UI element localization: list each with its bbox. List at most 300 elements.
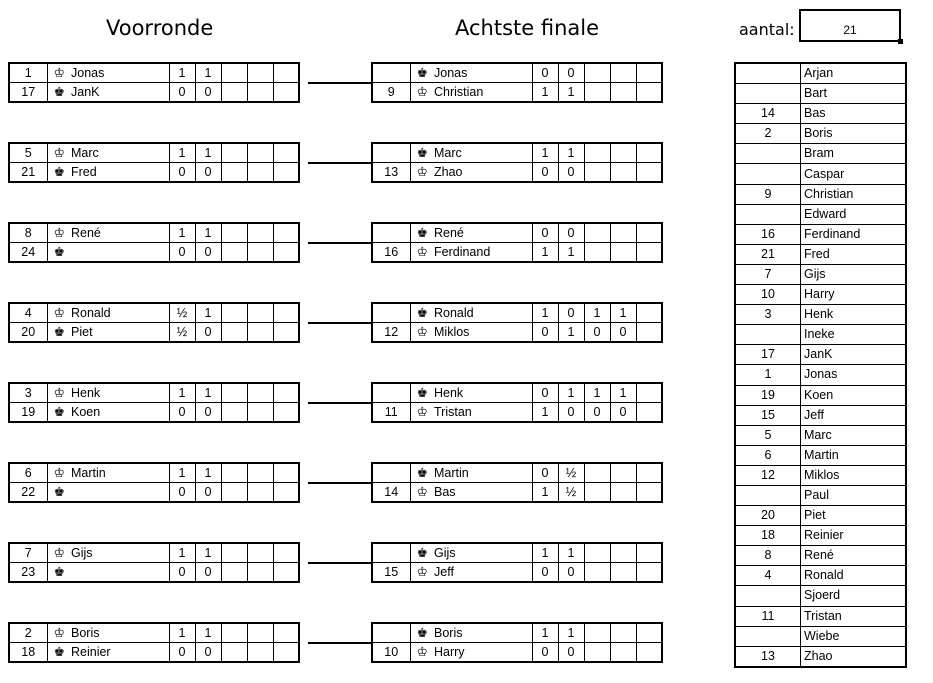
piece-cell[interactable]: [410, 83, 434, 103]
piece-cell[interactable]: [410, 623, 434, 643]
score-cell[interactable]: [610, 483, 636, 503]
piece-cell[interactable]: [47, 383, 71, 403]
score-cell[interactable]: 1: [532, 403, 558, 423]
score-cell[interactable]: ½: [169, 323, 195, 343]
score-cell[interactable]: [221, 383, 247, 403]
score-cell[interactable]: [221, 63, 247, 83]
score-cell[interactable]: [273, 323, 299, 343]
player-name-cell[interactable]: René: [801, 546, 907, 566]
score-cell[interactable]: [610, 63, 636, 83]
score-cell[interactable]: 1: [169, 383, 195, 403]
player-name-cell[interactable]: Gijs: [434, 543, 532, 563]
seed-cell[interactable]: 15: [372, 563, 410, 583]
player-name-cell[interactable]: [71, 563, 169, 583]
player-name-cell[interactable]: Fred: [71, 163, 169, 183]
player-name-cell[interactable]: Christian: [801, 184, 907, 204]
score-cell[interactable]: [221, 303, 247, 323]
piece-cell[interactable]: [410, 163, 434, 183]
score-cell[interactable]: [636, 83, 662, 103]
score-cell[interactable]: 1: [169, 223, 195, 243]
score-cell[interactable]: [610, 623, 636, 643]
score-cell[interactable]: [636, 243, 662, 263]
score-cell[interactable]: [273, 383, 299, 403]
score-cell[interactable]: 0: [610, 323, 636, 343]
score-cell[interactable]: 0: [195, 243, 221, 263]
score-cell[interactable]: [273, 483, 299, 503]
player-name-cell[interactable]: Harry: [801, 285, 907, 305]
score-cell[interactable]: 0: [558, 403, 584, 423]
score-cell[interactable]: [273, 543, 299, 563]
score-cell[interactable]: [221, 323, 247, 343]
score-cell[interactable]: 1: [558, 543, 584, 563]
score-cell[interactable]: [636, 323, 662, 343]
score-cell[interactable]: [636, 63, 662, 83]
player-seed-cell[interactable]: 20: [735, 506, 801, 526]
score-cell[interactable]: [273, 303, 299, 323]
score-cell[interactable]: 0: [532, 63, 558, 83]
player-name-cell[interactable]: Gijs: [801, 264, 907, 284]
score-cell[interactable]: 1: [558, 243, 584, 263]
score-cell[interactable]: [273, 403, 299, 423]
score-cell[interactable]: 0: [558, 223, 584, 243]
player-name-cell[interactable]: Sjoerd: [801, 586, 907, 606]
player-name-cell[interactable]: Koen: [801, 385, 907, 405]
player-seed-cell[interactable]: 3: [735, 305, 801, 325]
player-seed-cell[interactable]: 5: [735, 425, 801, 445]
score-cell[interactable]: [221, 243, 247, 263]
player-name-cell[interactable]: Bas: [801, 104, 907, 124]
player-name-cell[interactable]: Fred: [801, 244, 907, 264]
score-cell[interactable]: [221, 223, 247, 243]
score-cell[interactable]: 1: [169, 143, 195, 163]
score-cell[interactable]: [221, 623, 247, 643]
player-name-cell[interactable]: Jonas: [434, 63, 532, 83]
player-name-cell[interactable]: Jeff: [801, 405, 907, 425]
score-cell[interactable]: [221, 143, 247, 163]
player-name-cell[interactable]: JanK: [71, 83, 169, 103]
score-cell[interactable]: [636, 643, 662, 663]
score-cell[interactable]: [247, 63, 273, 83]
player-name-cell[interactable]: Zhao: [434, 163, 532, 183]
piece-cell[interactable]: [410, 543, 434, 563]
piece-cell[interactable]: [47, 163, 71, 183]
player-name-cell[interactable]: Arjan: [801, 63, 907, 84]
score-cell[interactable]: 0: [195, 83, 221, 103]
score-cell[interactable]: 1: [610, 383, 636, 403]
score-cell[interactable]: 1: [532, 303, 558, 323]
player-name-cell[interactable]: Martin: [71, 463, 169, 483]
score-cell[interactable]: 0: [195, 483, 221, 503]
piece-cell[interactable]: [47, 83, 71, 103]
score-cell[interactable]: 0: [532, 643, 558, 663]
score-cell[interactable]: [584, 463, 610, 483]
score-cell[interactable]: 0: [169, 483, 195, 503]
player-seed-cell[interactable]: 7: [735, 264, 801, 284]
player-seed-cell[interactable]: 12: [735, 465, 801, 485]
player-name-cell[interactable]: Ineke: [801, 325, 907, 345]
seed-cell[interactable]: 17: [9, 83, 47, 103]
score-cell[interactable]: 1: [169, 543, 195, 563]
player-seed-cell[interactable]: 17: [735, 345, 801, 365]
seed-cell[interactable]: 21: [9, 163, 47, 183]
score-cell[interactable]: [584, 563, 610, 583]
score-cell[interactable]: [273, 563, 299, 583]
score-cell[interactable]: ½: [169, 303, 195, 323]
score-cell[interactable]: ½: [558, 483, 584, 503]
player-seed-cell[interactable]: 21: [735, 244, 801, 264]
player-name-cell[interactable]: Henk: [801, 305, 907, 325]
score-cell[interactable]: 1: [169, 63, 195, 83]
player-seed-cell[interactable]: [735, 626, 801, 646]
score-cell[interactable]: 1: [532, 243, 558, 263]
player-name-cell[interactable]: Reinier: [801, 526, 907, 546]
score-cell[interactable]: [273, 83, 299, 103]
seed-cell[interactable]: 7: [9, 543, 47, 563]
piece-cell[interactable]: [410, 643, 434, 663]
player-name-cell[interactable]: Gijs: [71, 543, 169, 563]
score-cell[interactable]: 1: [558, 143, 584, 163]
score-cell[interactable]: [610, 83, 636, 103]
score-cell[interactable]: [636, 543, 662, 563]
player-name-cell[interactable]: Marc: [801, 425, 907, 445]
seed-cell[interactable]: 18: [9, 643, 47, 663]
score-cell[interactable]: [584, 483, 610, 503]
piece-cell[interactable]: [410, 143, 434, 163]
seed-cell[interactable]: 8: [9, 223, 47, 243]
score-cell[interactable]: [247, 463, 273, 483]
score-cell[interactable]: [221, 483, 247, 503]
player-name-cell[interactable]: Tristan: [801, 606, 907, 626]
score-cell[interactable]: 0: [169, 243, 195, 263]
piece-cell[interactable]: [47, 323, 71, 343]
player-name-cell[interactable]: Koen: [71, 403, 169, 423]
score-cell[interactable]: [221, 403, 247, 423]
player-name-cell[interactable]: Jeff: [434, 563, 532, 583]
fill-handle[interactable]: [898, 39, 903, 44]
score-cell[interactable]: 0: [532, 323, 558, 343]
score-cell[interactable]: [584, 543, 610, 563]
player-name-cell[interactable]: Jonas: [801, 365, 907, 385]
score-cell[interactable]: 0: [558, 163, 584, 183]
seed-cell[interactable]: 20: [9, 323, 47, 343]
score-cell[interactable]: [636, 403, 662, 423]
score-cell[interactable]: 0: [169, 403, 195, 423]
seed-cell[interactable]: [372, 223, 410, 243]
score-cell[interactable]: [584, 63, 610, 83]
player-seed-cell[interactable]: [735, 586, 801, 606]
score-cell[interactable]: [584, 223, 610, 243]
player-name-cell[interactable]: René: [71, 223, 169, 243]
seed-cell[interactable]: 12: [372, 323, 410, 343]
piece-cell[interactable]: [410, 463, 434, 483]
seed-cell[interactable]: [372, 143, 410, 163]
aantal-cell[interactable]: [799, 9, 901, 42]
piece-cell[interactable]: [410, 243, 434, 263]
seed-cell[interactable]: 4: [9, 303, 47, 323]
score-cell[interactable]: [247, 623, 273, 643]
piece-cell[interactable]: [47, 63, 71, 83]
player-seed-cell[interactable]: 13: [735, 646, 801, 667]
player-name-cell[interactable]: Boris: [434, 623, 532, 643]
score-cell[interactable]: [610, 563, 636, 583]
score-cell[interactable]: 1: [558, 383, 584, 403]
score-cell[interactable]: [636, 463, 662, 483]
score-cell[interactable]: 1: [532, 483, 558, 503]
player-seed-cell[interactable]: 19: [735, 385, 801, 405]
score-cell[interactable]: 0: [532, 383, 558, 403]
player-seed-cell[interactable]: [735, 204, 801, 224]
score-cell[interactable]: [636, 303, 662, 323]
player-seed-cell[interactable]: [735, 144, 801, 164]
score-cell[interactable]: 0: [558, 63, 584, 83]
seed-cell[interactable]: 19: [9, 403, 47, 423]
player-name-cell[interactable]: Miklos: [434, 323, 532, 343]
score-cell[interactable]: 1: [558, 623, 584, 643]
player-seed-cell[interactable]: [735, 325, 801, 345]
player-name-cell[interactable]: Martin: [434, 463, 532, 483]
seed-cell[interactable]: 1: [9, 63, 47, 83]
score-cell[interactable]: [273, 463, 299, 483]
score-cell[interactable]: [247, 383, 273, 403]
score-cell[interactable]: [247, 543, 273, 563]
score-cell[interactable]: [247, 563, 273, 583]
player-seed-cell[interactable]: [735, 84, 801, 104]
player-seed-cell[interactable]: 16: [735, 224, 801, 244]
player-name-cell[interactable]: Ronald: [71, 303, 169, 323]
player-name-cell[interactable]: Bart: [801, 84, 907, 104]
score-cell[interactable]: [273, 623, 299, 643]
player-seed-cell[interactable]: 8: [735, 546, 801, 566]
score-cell[interactable]: [610, 143, 636, 163]
score-cell[interactable]: [610, 223, 636, 243]
player-seed-cell[interactable]: [735, 485, 801, 505]
player-seed-cell[interactable]: 14: [735, 104, 801, 124]
piece-cell[interactable]: [410, 323, 434, 343]
score-cell[interactable]: [247, 223, 273, 243]
piece-cell[interactable]: [47, 143, 71, 163]
score-cell[interactable]: [273, 63, 299, 83]
score-cell[interactable]: [610, 463, 636, 483]
player-name-cell[interactable]: [71, 243, 169, 263]
piece-cell[interactable]: [47, 563, 71, 583]
score-cell[interactable]: 1: [195, 303, 221, 323]
player-seed-cell[interactable]: [735, 63, 801, 84]
player-name-cell[interactable]: Ferdinand: [801, 224, 907, 244]
score-cell[interactable]: 0: [169, 563, 195, 583]
score-cell[interactable]: [273, 243, 299, 263]
player-name-cell[interactable]: Henk: [71, 383, 169, 403]
seed-cell[interactable]: [372, 463, 410, 483]
score-cell[interactable]: [610, 643, 636, 663]
score-cell[interactable]: 1: [195, 383, 221, 403]
score-cell[interactable]: [636, 223, 662, 243]
score-cell[interactable]: [610, 243, 636, 263]
piece-cell[interactable]: [47, 643, 71, 663]
piece-cell[interactable]: [47, 403, 71, 423]
score-cell[interactable]: ½: [558, 463, 584, 483]
score-cell[interactable]: [221, 83, 247, 103]
score-cell[interactable]: 1: [584, 383, 610, 403]
player-name-cell[interactable]: JanK: [801, 345, 907, 365]
score-cell[interactable]: 0: [584, 403, 610, 423]
score-cell[interactable]: [273, 163, 299, 183]
seed-cell[interactable]: 16: [372, 243, 410, 263]
score-cell[interactable]: [636, 163, 662, 183]
score-cell[interactable]: 0: [532, 163, 558, 183]
player-name-cell[interactable]: Bas: [434, 483, 532, 503]
player-name-cell[interactable]: Bram: [801, 144, 907, 164]
score-cell[interactable]: 1: [169, 463, 195, 483]
score-cell[interactable]: 0: [169, 643, 195, 663]
score-cell[interactable]: 0: [558, 643, 584, 663]
player-name-cell[interactable]: Henk: [434, 383, 532, 403]
seed-cell[interactable]: 9: [372, 83, 410, 103]
player-name-cell[interactable]: Zhao: [801, 646, 907, 667]
score-cell[interactable]: [247, 143, 273, 163]
score-cell[interactable]: [221, 463, 247, 483]
player-name-cell[interactable]: Jonas: [71, 63, 169, 83]
score-cell[interactable]: 1: [169, 623, 195, 643]
score-cell[interactable]: 0: [532, 463, 558, 483]
player-name-cell[interactable]: Ronald: [434, 303, 532, 323]
score-cell[interactable]: 0: [195, 563, 221, 583]
piece-cell[interactable]: [410, 63, 434, 83]
score-cell[interactable]: [584, 163, 610, 183]
seed-cell[interactable]: 5: [9, 143, 47, 163]
score-cell[interactable]: [221, 643, 247, 663]
score-cell[interactable]: [636, 623, 662, 643]
score-cell[interactable]: 1: [195, 223, 221, 243]
player-name-cell[interactable]: Piet: [801, 506, 907, 526]
score-cell[interactable]: [247, 643, 273, 663]
seed-cell[interactable]: 13: [372, 163, 410, 183]
seed-cell[interactable]: [372, 543, 410, 563]
score-cell[interactable]: [636, 143, 662, 163]
piece-cell[interactable]: [410, 403, 434, 423]
piece-cell[interactable]: [47, 243, 71, 263]
score-cell[interactable]: 0: [532, 223, 558, 243]
seed-cell[interactable]: 3: [9, 383, 47, 403]
player-name-cell[interactable]: Harry: [434, 643, 532, 663]
score-cell[interactable]: 1: [532, 83, 558, 103]
seed-cell[interactable]: 14: [372, 483, 410, 503]
seed-cell[interactable]: 10: [372, 643, 410, 663]
seed-cell[interactable]: [372, 303, 410, 323]
player-name-cell[interactable]: Christian: [434, 83, 532, 103]
score-cell[interactable]: [584, 143, 610, 163]
player-name-cell[interactable]: Wiebe: [801, 626, 907, 646]
player-name-cell[interactable]: Marc: [434, 143, 532, 163]
score-cell[interactable]: 1: [195, 463, 221, 483]
player-name-cell[interactable]: Boris: [71, 623, 169, 643]
score-cell[interactable]: 1: [610, 303, 636, 323]
score-cell[interactable]: [221, 563, 247, 583]
score-cell[interactable]: [636, 483, 662, 503]
score-cell[interactable]: [221, 543, 247, 563]
seed-cell[interactable]: 11: [372, 403, 410, 423]
score-cell[interactable]: 0: [584, 323, 610, 343]
score-cell[interactable]: [610, 163, 636, 183]
player-name-cell[interactable]: Ferdinand: [434, 243, 532, 263]
score-cell[interactable]: 1: [558, 323, 584, 343]
score-cell[interactable]: 0: [195, 163, 221, 183]
player-seed-cell[interactable]: 10: [735, 285, 801, 305]
piece-cell[interactable]: [47, 223, 71, 243]
score-cell[interactable]: 1: [532, 143, 558, 163]
piece-cell[interactable]: [410, 563, 434, 583]
player-seed-cell[interactable]: 18: [735, 526, 801, 546]
piece-cell[interactable]: [410, 383, 434, 403]
piece-cell[interactable]: [410, 483, 434, 503]
player-seed-cell[interactable]: 11: [735, 606, 801, 626]
score-cell[interactable]: 0: [169, 83, 195, 103]
piece-cell[interactable]: [47, 543, 71, 563]
piece-cell[interactable]: [47, 483, 71, 503]
score-cell[interactable]: [273, 643, 299, 663]
score-cell[interactable]: [247, 483, 273, 503]
piece-cell[interactable]: [47, 303, 71, 323]
score-cell[interactable]: 1: [532, 543, 558, 563]
score-cell[interactable]: 1: [195, 63, 221, 83]
score-cell[interactable]: 0: [169, 163, 195, 183]
score-cell[interactable]: 1: [195, 143, 221, 163]
score-cell[interactable]: 0: [610, 403, 636, 423]
piece-cell[interactable]: [47, 463, 71, 483]
player-name-cell[interactable]: Boris: [801, 124, 907, 144]
player-name-cell[interactable]: Marc: [71, 143, 169, 163]
score-cell[interactable]: [584, 83, 610, 103]
player-seed-cell[interactable]: 15: [735, 405, 801, 425]
score-cell[interactable]: 0: [195, 323, 221, 343]
score-cell[interactable]: [221, 163, 247, 183]
player-name-cell[interactable]: [71, 483, 169, 503]
seed-cell[interactable]: [372, 623, 410, 643]
player-seed-cell[interactable]: 2: [735, 124, 801, 144]
score-cell[interactable]: [584, 623, 610, 643]
seed-cell[interactable]: 24: [9, 243, 47, 263]
seed-cell[interactable]: 23: [9, 563, 47, 583]
score-cell[interactable]: [584, 243, 610, 263]
score-cell[interactable]: [247, 83, 273, 103]
seed-cell[interactable]: 2: [9, 623, 47, 643]
score-cell[interactable]: 0: [532, 563, 558, 583]
score-cell[interactable]: 1: [584, 303, 610, 323]
score-cell[interactable]: [584, 643, 610, 663]
score-cell[interactable]: [247, 243, 273, 263]
seed-cell[interactable]: [372, 383, 410, 403]
score-cell[interactable]: [273, 223, 299, 243]
piece-cell[interactable]: [47, 623, 71, 643]
player-seed-cell[interactable]: 1: [735, 365, 801, 385]
score-cell[interactable]: [636, 383, 662, 403]
player-seed-cell[interactable]: 9: [735, 184, 801, 204]
seed-cell[interactable]: 22: [9, 483, 47, 503]
player-name-cell[interactable]: Ronald: [801, 566, 907, 586]
score-cell[interactable]: 1: [532, 623, 558, 643]
piece-cell[interactable]: [410, 303, 434, 323]
score-cell[interactable]: 1: [195, 623, 221, 643]
score-cell[interactable]: [247, 403, 273, 423]
score-cell[interactable]: [610, 543, 636, 563]
player-name-cell[interactable]: Edward: [801, 204, 907, 224]
score-cell[interactable]: 0: [195, 403, 221, 423]
score-cell[interactable]: [247, 303, 273, 323]
score-cell[interactable]: [247, 163, 273, 183]
seed-cell[interactable]: 6: [9, 463, 47, 483]
score-cell[interactable]: [247, 323, 273, 343]
score-cell[interactable]: 0: [558, 303, 584, 323]
player-name-cell[interactable]: Paul: [801, 485, 907, 505]
